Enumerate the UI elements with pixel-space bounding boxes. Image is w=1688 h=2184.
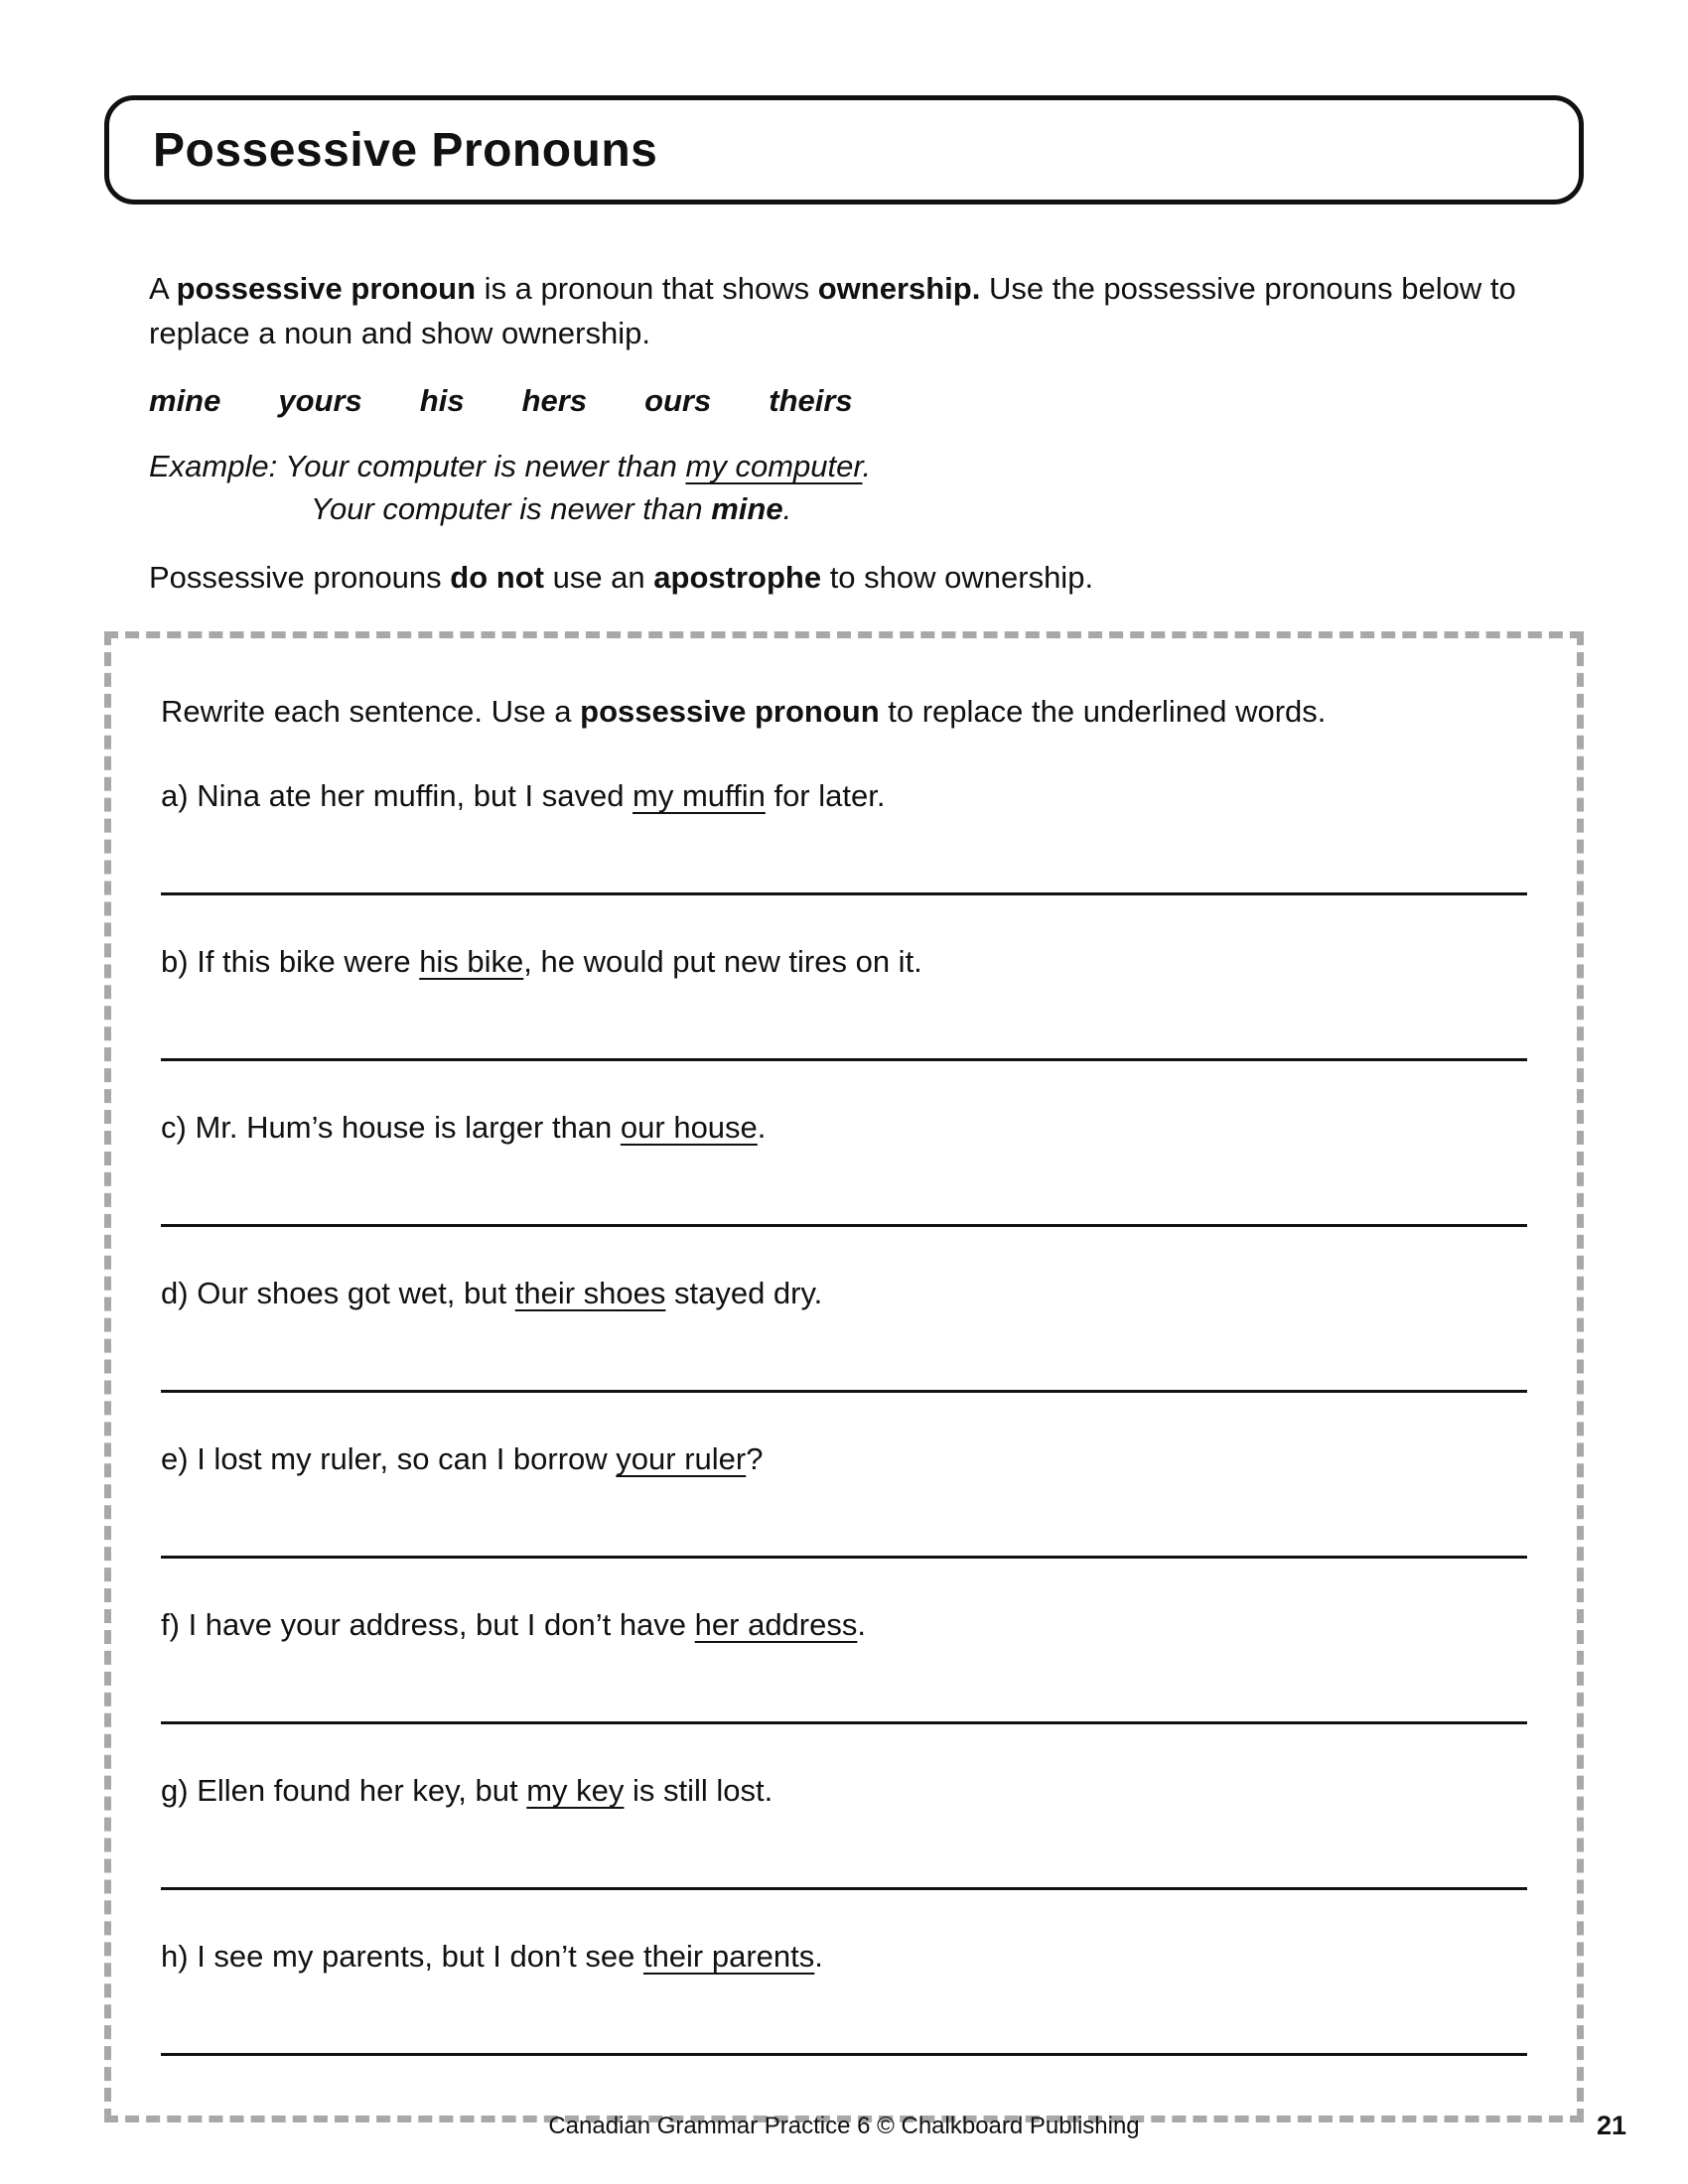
underlined-phrase: my muffin	[633, 778, 766, 813]
answer-line[interactable]	[161, 1556, 1527, 1559]
question-label: b)	[161, 944, 189, 979]
question-text: g) Ellen found her key, but my key is still lost.	[161, 1773, 774, 1808]
underlined-phrase: their shoes	[514, 1276, 666, 1310]
underlined-phrase: my computer	[685, 449, 863, 483]
answer-line[interactable]	[161, 2053, 1527, 2056]
question-h	[161, 1936, 1527, 2056]
question-label: f)	[161, 1607, 180, 1642]
answer-line[interactable]	[161, 1721, 1527, 1724]
pronoun-item: mine	[149, 383, 221, 418]
apostrophe-note: Possessive pronouns do not use an apostrophe to show ownership.	[149, 560, 1094, 595]
underlined-phrase: your ruler	[616, 1441, 747, 1476]
question-label: g)	[161, 1773, 189, 1808]
underlined-phrase: her address	[694, 1607, 858, 1642]
answer-line[interactable]	[161, 1224, 1527, 1227]
question-f	[161, 1604, 1527, 1724]
question-label: c)	[161, 1110, 187, 1145]
footer-credit: Canadian Grammar Practice 6 © Chalkboard Publishing	[548, 2113, 1140, 2139]
pronoun-item: ours	[644, 383, 712, 418]
question-d	[161, 1273, 1527, 1393]
intro-paragraph: A possessive pronoun is a pronoun that shows ownership. Use the possessive pronouns below to replace a noun and show ownership.	[149, 271, 1516, 350]
question-text: b) If this bike were his bike, he would put new tires on it.	[161, 944, 922, 979]
pronoun-item: his	[419, 383, 465, 418]
pronoun-item: yours	[278, 383, 362, 418]
question-label: d)	[161, 1276, 189, 1310]
answer-line[interactable]	[161, 892, 1527, 895]
question-e	[161, 1438, 1527, 1559]
question-label: a)	[161, 778, 189, 813]
pronoun-item: theirs	[769, 383, 853, 418]
exercise-box	[104, 631, 1584, 2122]
answer-line[interactable]	[161, 1058, 1527, 1061]
question-b	[161, 941, 1527, 1061]
pronoun-item: hers	[521, 383, 588, 418]
underlined-phrase: his bike	[419, 944, 524, 979]
question-a	[161, 775, 1527, 895]
question-text: f) I have your address, but I don’t have her address.	[161, 1607, 866, 1642]
answer-line[interactable]	[161, 1390, 1527, 1393]
question-text: d) Our shoes got wet, but their shoes stayed dry.	[161, 1276, 823, 1310]
page-footer	[0, 2113, 1688, 2152]
exercise-instruction: Rewrite each sentence. Use a possessive pronoun to replace the underlined words.	[161, 694, 1327, 729]
underlined-phrase: their parents	[642, 1939, 815, 1974]
question-text: c) Mr. Hum’s house is larger than our house.	[161, 1110, 767, 1145]
example-line-1: Example: Your computer is newer than my computer.	[149, 449, 872, 483]
example-label: Example:	[149, 449, 278, 483]
pronoun-list	[149, 383, 1539, 419]
question-g	[161, 1770, 1527, 1890]
page-number: 21	[1596, 2111, 1626, 2140]
example-line-2: Your computer is newer than mine.	[311, 491, 792, 526]
question-c	[161, 1107, 1527, 1227]
question-text: a) Nina ate her muffin, but I saved my muffin for later.	[161, 778, 886, 813]
question-text: e) I lost my ruler, so can I borrow your ruler?	[161, 1441, 764, 1476]
question-text: h) I see my parents, but I don’t see their parents.	[161, 1939, 823, 1974]
underlined-phrase: our house	[620, 1110, 758, 1145]
page-title: Possessive Pronouns	[153, 123, 658, 177]
answer-line[interactable]	[161, 1887, 1527, 1890]
question-label: e)	[161, 1441, 189, 1476]
example-block	[149, 445, 1539, 530]
underlined-phrase: my key	[526, 1773, 625, 1808]
title-box	[104, 95, 1584, 205]
question-label: h)	[161, 1939, 189, 1974]
